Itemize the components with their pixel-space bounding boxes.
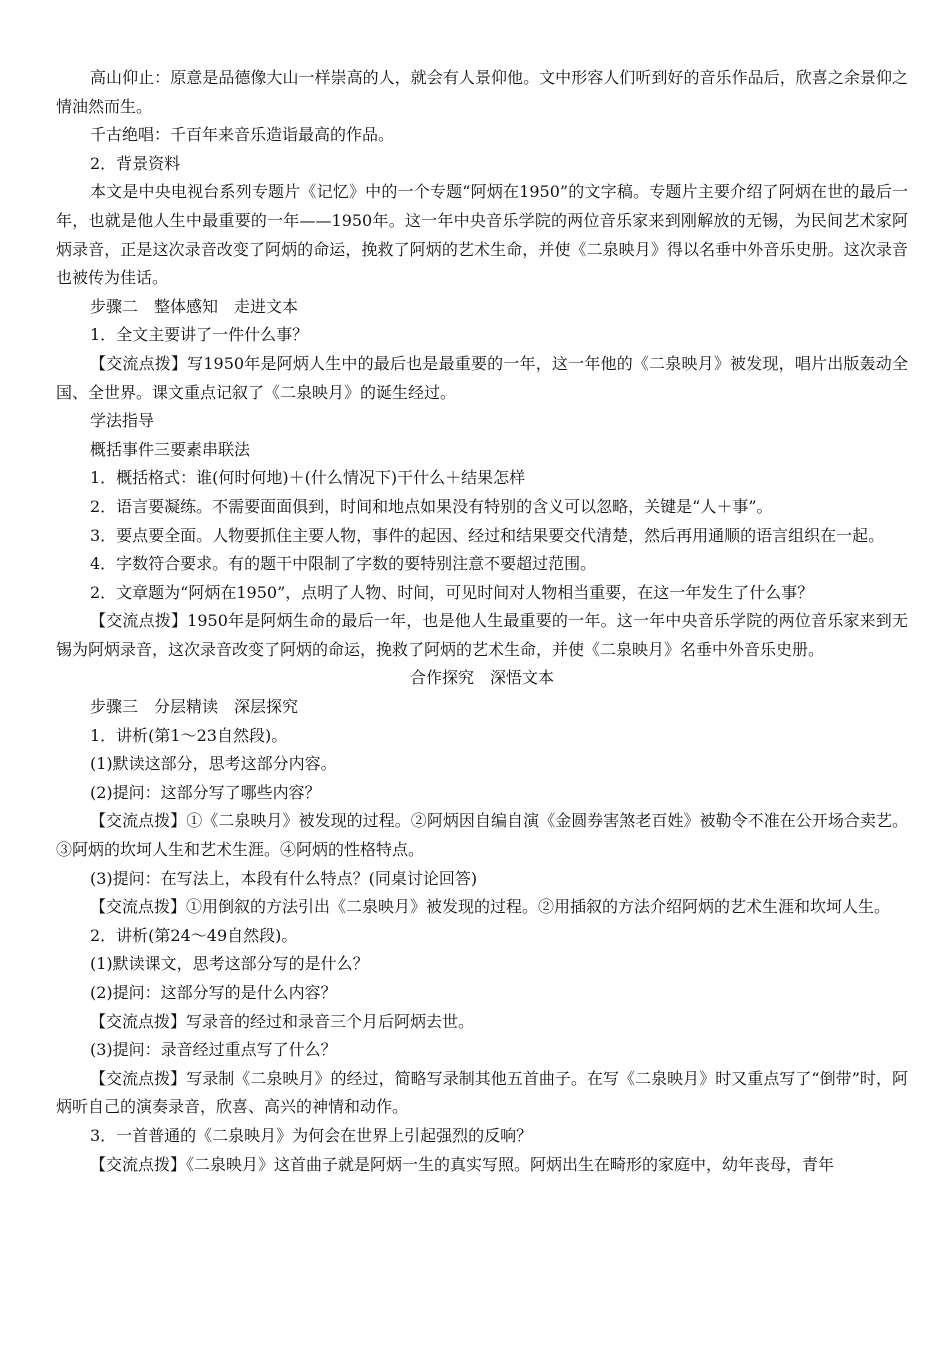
paragraph: 学法指导	[90, 411, 155, 431]
paragraph: (3)提问：在写法上，本段有什么特点？(同桌讨论回答)	[90, 868, 478, 888]
paragraph: 【交流点拨】①用倒叙的方法引出《二泉映月》被发现的过程。②用插叙的方法介绍阿炳的艺术生涯和坎坷人生。	[90, 897, 891, 917]
paragraph: 步骤三 分层精读 深层探究	[90, 697, 299, 717]
paragraph: 3．要点要全面。人物要抓住主要人物，事件的起因、经过和结果要交代清楚，然后再用通顺的语言组织在一起。	[90, 525, 885, 545]
document-body	[56, 64, 908, 1179]
paragraph: 【交流点拨】写录制《二泉映月》的经过，简略写录制其他五首曲子。在写《二泉映月》时又重点写了“倒带”时，阿炳听自己的演奏录音，欣喜、高兴的神情和动作。	[56, 1068, 908, 1117]
paragraph: 2．背景资料	[90, 153, 181, 173]
paragraph: (2)提问：这部分写了哪些内容？	[90, 782, 321, 802]
section-heading: 合作探究 深悟文本	[409, 668, 554, 688]
paragraph: 步骤二 整体感知 走进文本	[90, 296, 299, 316]
paragraph: 2．语言要凝练。不需要面面俱到，时间和地点如果没有特别的含义可以忽略，关键是“人＋事”。	[90, 496, 773, 516]
paragraph: 【交流点拨】《二泉映月》这首曲子就是阿炳一生的真实写照。阿炳出生在畸形的家庭中，幼年丧母，青年	[90, 1154, 835, 1174]
paragraph: 2．文章题为“阿炳在1950”，点明了人物、时间，可见时间对人物相当重要，在这一年发生了什么事？	[90, 582, 814, 602]
paragraph: 【交流点拨】写1950年是阿炳人生中的最后也是最重要的一年，这一年他的《二泉映月》被发现，唱片出版轰动全国、全世界。课文重点记叙了《二泉映月》的诞生经过。	[56, 353, 908, 402]
paragraph: 高山仰止：原意是品德像大山一样崇高的人，就会有人景仰他。文中形容人们听到好的音乐作品后，欣喜之余景仰之情油然而生。	[56, 68, 908, 116]
paragraph: 【交流点拨】写录音的经过和录音三个月后阿炳去世。	[90, 1011, 475, 1031]
paragraph: 概括事件三要素串联法	[90, 439, 251, 459]
paragraph: 1．概括格式：谁(何时何地)＋(什么情况下)干什么＋结果怎样	[90, 468, 526, 488]
paragraph: 4．字数符合要求。有的题干中限制了字数的要特别注意不要超过范围。	[90, 554, 597, 574]
paragraph: 本文是中央电视台系列专题片《记忆》中的一个专题“阿炳在1950”的文字稿。专题片主要介绍了阿炳在世的最后一年，也就是他人生中最重要的一年——1950年。这一年中央音乐学院的两位音乐家来到刚解放的无锡，为民间艺术家阿炳录音，正是这次录音改变了阿炳的命运，挽救了阿炳的艺术生命，并使《二泉映月》得以名垂中外音乐史册。这次录音也被传为佳话。	[56, 182, 908, 288]
paragraph: (2)提问：这部分写的是什么内容？	[90, 983, 337, 1002]
paragraph: 1．讲析(第1～23自然段)。	[90, 725, 288, 745]
paragraph: (3)提问：录音经过重点写了什么？	[90, 1040, 337, 1060]
paragraph: 【交流点拨】1950年是阿炳生命的最后一年，也是他人生最重要的一年。这一年中央音乐学院的两位音乐家来到无锡为阿炳录音，这次录音改变了阿炳的命运，挽救了阿炳的艺术生命，并使《二泉映月》名垂中外音乐史册。	[56, 611, 908, 659]
paragraph: 2．讲析(第24～49自然段)。	[90, 925, 298, 945]
paragraph: 千古绝唱：千百年来音乐造诣最高的作品。	[90, 125, 395, 145]
paragraph: (1)默读这部分，思考这部分内容。	[90, 754, 337, 774]
paragraph: (1)默读课文，思考这部分写的是什么？	[90, 954, 369, 974]
paragraph: 【交流点拨】①《二泉映月》被发现的过程。②阿炳因自编自演《金圆券害煞老百姓》被勒令不准在公开场合卖艺。③阿炳的坎坷人生和艺术生涯。④阿炳的性格特点。	[56, 811, 908, 860]
paragraph: 3．一首普通的《二泉映月》为何会在世界上引起强烈的反响？	[90, 1125, 533, 1145]
paragraph: 1．全文主要讲了一件什么事？	[90, 325, 309, 345]
